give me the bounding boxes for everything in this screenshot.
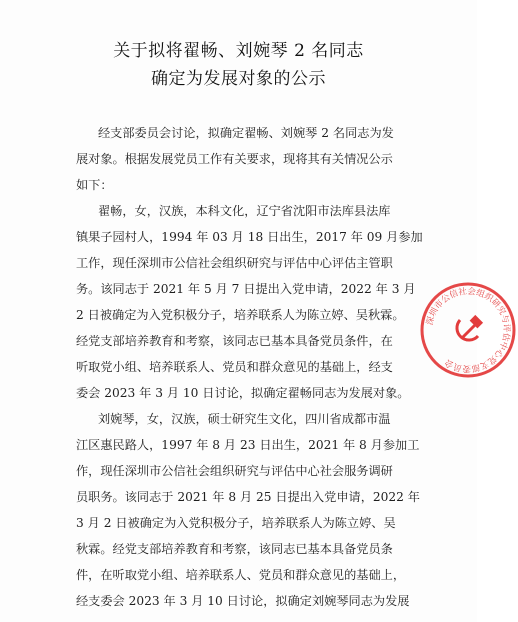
body-line: 作，现任深圳市公信社会组织研究与评估中心社会服务调研 (76, 464, 393, 478)
body-line: 员职务。该同志于 2021 年 8 月 25 日提出入党申请，2022 年 (76, 490, 420, 504)
document-title-line-2: 确定为发展对象的公示 (151, 69, 326, 89)
body-line: 秋霖。经党支部培养教育和考察，该同志已基本具备党员条 (76, 542, 393, 556)
body-line: 展对象。根据发展党员工作有关要求，现将其有关情况公示 (76, 152, 393, 166)
document-title-line-1: 关于拟将翟畅、刘婉琴 2 名同志 (113, 41, 364, 61)
body-line: 听取党小组、培养联系人、党员和群众意见的基础上，经支 (76, 360, 393, 374)
body-line: 镇果子园村人，1994 年 03 月 18 日出生，2017 年 09 月参加 (76, 230, 423, 244)
stamp-ring-text: 深圳市公信社会组织研究与评估中心党支部委员会 (425, 286, 512, 374)
body-line: 江区惠民路人，1997 年 8 月 23 日出生，2021 年 8 月参加工 (76, 438, 420, 452)
body-line: 经支委会 2023 年 3 月 10 日讨论，拟确定刘婉琴同志为发展 (76, 594, 410, 608)
body-line: 经支部委员会讨论，拟确定翟畅、刘婉琴 2 名同志为发 (98, 126, 394, 140)
body-line: 翟畅，女，汉族，本科文化，辽宁省沈阳市法库县法库 (98, 204, 391, 218)
body-line: 工作，现任深圳市公信社会组织研究与评估中心评估主管职 (76, 256, 393, 270)
body-line: 委会 2023 年 3 月 10 日讨论，拟确定翟畅同志为发展对象。 (76, 386, 410, 400)
body-line: 刘婉琴，女，汉族，硕士研究生文化，四川省成都市温 (98, 412, 391, 426)
body-line: 如下： (76, 178, 113, 192)
body-line: 经党支部培养教育和考察，该同志已基本具备党员条件，在 (76, 334, 393, 348)
body-line: 务。该同志于 2021 年 5 月 7 日提出入党申请，2022 年 3 月 (76, 282, 416, 296)
red-seal-stamp (418, 280, 518, 380)
body-line: 2 日被确定为入党积极分子，培养联系人为陈立婷、吴秋霖。 (76, 308, 405, 322)
body-line: 3 月 2 日被确定为入党积极分子，培养联系人为陈立婷、吴 (76, 516, 396, 530)
body-line: 件，在听取党小组、培养联系人、党员和群众意见的基础上， (76, 568, 406, 582)
party-emblem-icon (457, 317, 481, 340)
